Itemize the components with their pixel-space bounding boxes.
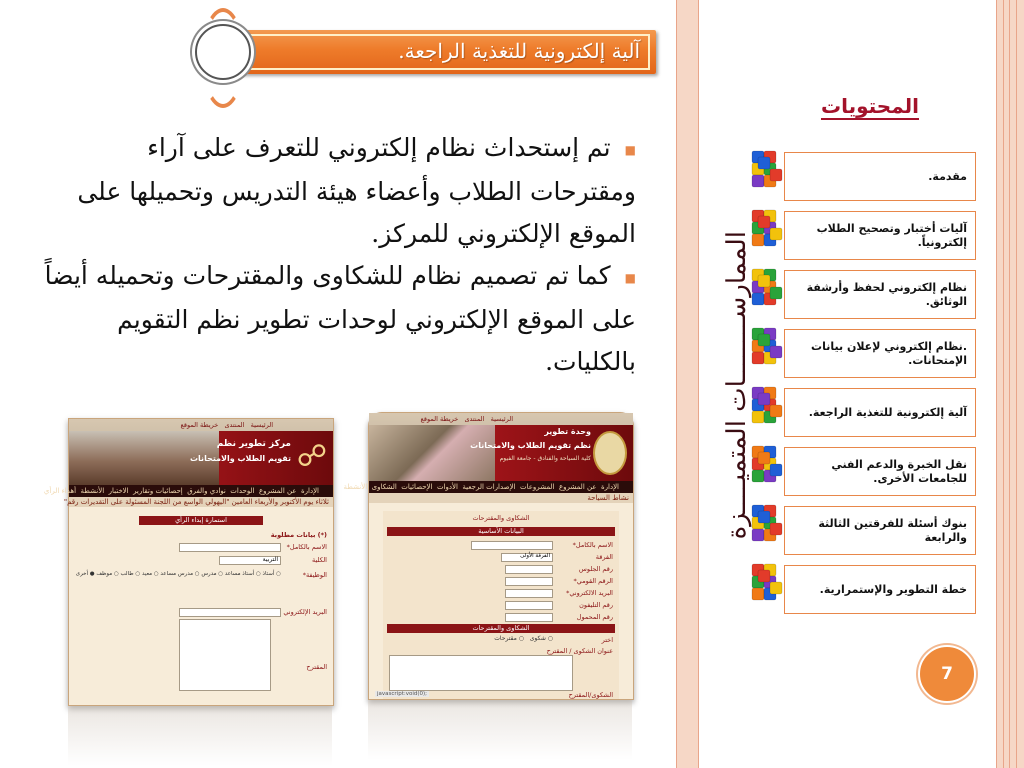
banner-subtitle: تقويم الطلاب والامتحانات	[190, 454, 291, 463]
contents-heading: المحتويات	[820, 94, 919, 118]
nav-item[interactable]: عن المشروع	[558, 483, 597, 491]
type-radio-group[interactable]: ○ شكوى ○ مقترحات	[494, 635, 553, 642]
bullet-square-icon: ■	[624, 142, 636, 157]
contents-item[interactable]	[784, 329, 976, 378]
form-header	[139, 516, 263, 525]
puzzle-cube-icon	[750, 324, 784, 368]
top-link[interactable]: خريطة الموقع	[180, 421, 219, 429]
radio-option[interactable]: مقترحات	[494, 635, 517, 642]
national-id-field[interactable]	[505, 577, 553, 586]
bullet-item	[36, 255, 636, 383]
nav-item[interactable]: الأنشطة	[343, 483, 368, 491]
top-link[interactable]: الرئيسية	[250, 421, 273, 429]
bullet-text: كما تم تصميم نظام للشكاوى والمقترحات وتحميله أيضاً على الموقع الإلكتروني لوحدات تطوير نظم التقويم بالكليات.	[44, 261, 636, 376]
suggestion-textarea[interactable]	[179, 619, 271, 691]
complaints-form-screenshot	[343, 412, 634, 700]
frame-line	[1003, 0, 1004, 768]
radio-option[interactable]: معيد	[141, 571, 153, 577]
breadcrumb-text: نشاط السياحة	[587, 494, 629, 502]
radio-option[interactable]: طالب	[120, 571, 134, 577]
field-label: رقم التليفون	[579, 601, 613, 609]
banner-title: مركز تطوير نظم	[216, 439, 291, 449]
field-label: الرقم القومي*	[573, 577, 613, 585]
nav-item[interactable]: الاختبار	[108, 487, 129, 495]
frame-stripe	[996, 0, 1024, 768]
email-field[interactable]	[179, 608, 281, 617]
mobile-field[interactable]	[505, 613, 553, 622]
bullet-item	[36, 127, 636, 255]
field-label: البريد الالكتروني*	[566, 589, 613, 597]
complaint-textarea[interactable]	[389, 655, 573, 691]
page-number: 7	[918, 645, 976, 703]
form-header-text: الشكاوى والمقترحات	[472, 514, 530, 522]
nav-item[interactable]: الشكاوى	[371, 483, 397, 491]
field-label: الكلية	[312, 556, 327, 564]
field-label: الوظيفة*	[302, 571, 327, 579]
site-nav	[343, 481, 633, 493]
form-header	[459, 514, 543, 523]
status-bar-url: javascript:void(0);	[377, 691, 427, 697]
contents-item-label: .نظام إلكتروني لإعلان بيانات الإمتحانات.	[811, 339, 967, 367]
field-label: عنوان الشكوى / المقترح	[546, 647, 613, 655]
contents-item[interactable]	[784, 565, 976, 614]
frame-line	[996, 0, 997, 768]
phone-field[interactable]	[505, 601, 553, 610]
frame-line	[1009, 0, 1010, 768]
level-value: الفرقة الأولى	[520, 553, 550, 559]
contents-item[interactable]	[784, 506, 976, 555]
puzzle-cube-icon	[750, 265, 784, 309]
slide-title: آلية إلكترونية للتغذية الراجعة.	[398, 39, 640, 63]
contents-item-label: مقدمة.	[928, 169, 967, 183]
radio-option[interactable]: مدرس	[201, 571, 217, 577]
screenshot-reflection	[368, 700, 632, 760]
contents-item[interactable]	[784, 211, 976, 260]
site-nav	[43, 485, 333, 497]
field-label: رقم المحمول	[576, 613, 613, 621]
nav-item[interactable]: عن المشروع	[258, 487, 297, 495]
name-field[interactable]	[179, 543, 281, 552]
nav-item[interactable]: الوحدات	[230, 487, 255, 495]
field-label: المقترح	[306, 663, 327, 671]
puzzle-cube-icon	[750, 206, 784, 250]
radio-option[interactable]: موظف	[96, 571, 113, 577]
banner-subtitle: نظم تقويم الطلاب والامتحانات	[470, 441, 591, 450]
college-select[interactable]	[219, 556, 281, 565]
breadcrumb	[369, 493, 633, 503]
nav-item[interactable]: إحصائيات وتقارير	[133, 487, 183, 495]
contents-item[interactable]	[784, 388, 976, 437]
role-radio-group[interactable]: ○ أستاذ ○ أستاذ مساعد ○ مدرس ○ مدرس مساعد ○ معيد ○ طالب ○ موظف ● أخرى	[75, 571, 281, 577]
section-header	[387, 624, 615, 633]
banner-title: وحدة تطوير	[544, 427, 591, 436]
bullet-text: تم إستحداث نظام إلكتروني للتعرف على آراء ومقترحات الطلاب وأعضاء هيئة التدريس وتحميلها على الموقع الإلكتروني للمركز.	[77, 133, 636, 248]
college-value: التربية	[262, 556, 278, 563]
field-label: رقم الجلوس	[578, 565, 613, 573]
nav-item[interactable]: الأنشطة	[80, 487, 105, 495]
radio-option[interactable]: شكوى	[529, 635, 546, 642]
banner-subtitle-2: كلية السياحة والفنادق - جامعة الفيوم	[499, 455, 591, 462]
nav-item[interactable]: الإحصائيات	[401, 483, 433, 491]
ticker-text: ثلاثاء يوم الأكتوبر والأربعاء العامين "اليهولي الواسع من اللجنة المسئولة على التقديرات رقم"	[63, 498, 329, 506]
radio-option[interactable]: مدرس مساعد	[160, 571, 194, 577]
name-field[interactable]	[471, 541, 553, 550]
top-link[interactable]: الرئيسية	[490, 415, 513, 423]
contents-item-label: آليات أختبار وتصحيح الطلاب إلكترونياً.	[816, 221, 967, 249]
top-link[interactable]: خريطة الموقع	[420, 415, 459, 423]
puzzle-cube-icon	[750, 383, 784, 427]
field-label: الاسم بالكامل*	[572, 541, 613, 549]
top-links	[420, 415, 513, 423]
top-link[interactable]: المنتدى	[464, 415, 485, 423]
slide-title-bar	[206, 30, 656, 74]
nav-item[interactable]: نوادي والفرق	[187, 487, 226, 495]
section-header-text: الشكاوى والمقترحات	[472, 624, 530, 632]
radio-option[interactable]: أخرى	[75, 571, 89, 577]
students-photo	[369, 425, 495, 481]
puzzle-cube-icon	[750, 560, 784, 604]
level-select[interactable]	[501, 553, 553, 562]
contents-item[interactable]	[784, 270, 976, 319]
puzzle-cube-icon	[750, 147, 784, 191]
contents-item[interactable]	[784, 152, 976, 201]
field-label: الشكوى/المقترح	[568, 691, 613, 699]
field-label: الفرقة	[595, 553, 613, 561]
feedback-form-screenshot	[43, 418, 334, 706]
nav-item[interactable]: الإدارة	[600, 483, 619, 491]
email-field[interactable]	[505, 589, 553, 598]
bullet-square-icon: ■	[624, 270, 636, 285]
contents-item-label: آلية إلكترونية للتغذية الراجعة.	[808, 405, 967, 419]
contents-item-label: نقل الخبرة والدعم الفني للجامعات الأخرى.	[831, 457, 967, 485]
nav-item[interactable]: أهداء الرأي	[43, 487, 77, 495]
contents-item-label: خطة التطوير والإستمرارية.	[819, 582, 967, 596]
nav-item[interactable]: المشروعات	[520, 483, 555, 491]
frame-line	[1016, 0, 1017, 768]
field-label: اختر	[601, 636, 613, 644]
top-links	[180, 421, 273, 429]
section-header	[387, 527, 615, 536]
section-header-text: البيانات الأساسية	[478, 527, 524, 535]
screenshot-reflection	[68, 706, 332, 766]
site-logo: ☍	[296, 439, 328, 474]
side-vertical-text: الممارســــــــات المتميــــزة	[722, 230, 752, 540]
field-label: الاسم بالكامل*	[286, 543, 327, 551]
required-note: (*) بيانات مطلوبة	[270, 531, 327, 539]
form-header-text: استمارة إبداء الرأي	[175, 516, 227, 524]
puzzle-cube-icon	[750, 442, 784, 486]
top-link[interactable]: المنتدى	[224, 421, 245, 429]
nav-item[interactable]: الإدارة	[300, 487, 319, 495]
seat-number-field[interactable]	[505, 565, 553, 574]
field-label: البريد الإلكتروني	[283, 608, 327, 616]
nav-item[interactable]: الأدوات	[436, 483, 458, 491]
nav-item[interactable]: الإصدارات الرجعية	[462, 483, 516, 491]
contents-item-label: نظام إلكتروني لحفظ وأرشفة الوثائق.	[806, 280, 967, 308]
radio-option[interactable]: أستاذ مساعد	[224, 571, 255, 577]
news-ticker	[63, 497, 333, 507]
title-circle-decoration	[195, 24, 251, 80]
radio-option[interactable]: أستاذ	[262, 571, 275, 577]
contents-item[interactable]	[784, 447, 976, 496]
puzzle-cube-icon	[750, 501, 784, 545]
contents-item-label: بنوك أسئلة للفرقتين الثالثة والرابعة	[818, 516, 967, 544]
site-logo	[593, 431, 627, 475]
